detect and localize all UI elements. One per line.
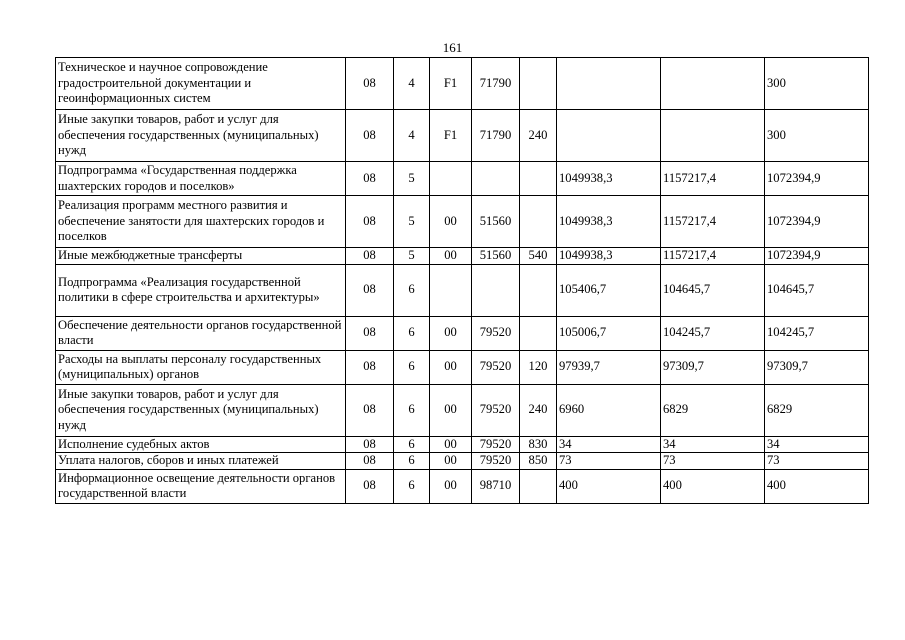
cell-program: 00 [430, 350, 472, 384]
cell-amount-year-3: 1072394,9 [765, 248, 869, 265]
table-row [56, 248, 869, 265]
cell-direction [472, 264, 520, 316]
cell-program [430, 162, 472, 196]
cell-name: Иные закупки товаров, работ и услуг для обеспечения государственных (муниципальных) нужд [56, 384, 346, 436]
table-row [56, 350, 869, 384]
cell-amount-year-2: 104245,7 [661, 316, 765, 350]
budget-table [55, 57, 869, 504]
cell-expense-type: 850 [520, 453, 557, 470]
cell-expense-type: 240 [520, 384, 557, 436]
cell-podrazdel: 6 [394, 436, 430, 453]
cell-amount-year-1 [557, 110, 661, 162]
cell-razdel: 08 [346, 162, 394, 196]
cell-podrazdel: 6 [394, 350, 430, 384]
cell-amount-year-2: 73 [661, 453, 765, 470]
cell-direction: 51560 [472, 196, 520, 248]
cell-program: F1 [430, 110, 472, 162]
cell-direction: 51560 [472, 248, 520, 265]
cell-expense-type [520, 316, 557, 350]
cell-amount-year-1: 1049938,3 [557, 248, 661, 265]
cell-expense-type: 830 [520, 436, 557, 453]
cell-expense-type: 540 [520, 248, 557, 265]
cell-name: Реализация программ местного развития и обеспечение занятости для шахтерских городов и поселков [56, 196, 346, 248]
table-row [56, 316, 869, 350]
cell-name: Исполнение судебных актов [56, 436, 346, 453]
cell-amount-year-3: 300 [765, 58, 869, 110]
cell-name: Уплата налогов, сборов и иных платежей [56, 453, 346, 470]
cell-podrazdel: 6 [394, 384, 430, 436]
cell-direction [472, 162, 520, 196]
cell-amount-year-3: 1072394,9 [765, 162, 869, 196]
table-row [56, 110, 869, 162]
table-row [56, 264, 869, 316]
cell-amount-year-1: 97939,7 [557, 350, 661, 384]
cell-amount-year-2: 1157217,4 [661, 162, 765, 196]
cell-podrazdel: 5 [394, 248, 430, 265]
cell-razdel: 08 [346, 264, 394, 316]
cell-amount-year-1: 1049938,3 [557, 162, 661, 196]
cell-razdel: 08 [346, 248, 394, 265]
cell-direction: 79520 [472, 384, 520, 436]
cell-razdel: 08 [346, 453, 394, 470]
cell-amount-year-2: 104645,7 [661, 264, 765, 316]
table-row [56, 453, 869, 470]
cell-razdel: 08 [346, 196, 394, 248]
cell-podrazdel: 4 [394, 110, 430, 162]
cell-amount-year-3: 300 [765, 110, 869, 162]
cell-amount-year-3: 104245,7 [765, 316, 869, 350]
cell-amount-year-2: 1157217,4 [661, 196, 765, 248]
cell-name: Иные закупки товаров, работ и услуг для обеспечения государственных (муниципальных) нужд [56, 110, 346, 162]
cell-razdel: 08 [346, 110, 394, 162]
cell-razdel: 08 [346, 316, 394, 350]
table-row [56, 196, 869, 248]
table-row [56, 58, 869, 110]
cell-amount-year-1: 34 [557, 436, 661, 453]
cell-amount-year-1: 400 [557, 469, 661, 503]
cell-expense-type [520, 162, 557, 196]
cell-program: 00 [430, 316, 472, 350]
cell-program: 00 [430, 384, 472, 436]
cell-name: Информационное освещение деятельности органов государственной власти [56, 469, 346, 503]
table-row [56, 436, 869, 453]
cell-podrazdel: 6 [394, 264, 430, 316]
cell-amount-year-3: 97309,7 [765, 350, 869, 384]
cell-name: Техническое и научное сопровождение градостроительной документации и геоинформационных систем [56, 58, 346, 110]
cell-name: Подпрограмма «Государственная поддержка шахтерских городов и поселков» [56, 162, 346, 196]
cell-program: 00 [430, 453, 472, 470]
cell-amount-year-2: 97309,7 [661, 350, 765, 384]
cell-amount-year-3: 6829 [765, 384, 869, 436]
cell-razdel: 08 [346, 350, 394, 384]
cell-amount-year-3: 73 [765, 453, 869, 470]
cell-direction: 71790 [472, 110, 520, 162]
cell-podrazdel: 6 [394, 453, 430, 470]
cell-amount-year-3: 34 [765, 436, 869, 453]
cell-program [430, 264, 472, 316]
cell-razdel: 08 [346, 436, 394, 453]
cell-expense-type: 240 [520, 110, 557, 162]
cell-expense-type [520, 264, 557, 316]
cell-amount-year-2 [661, 110, 765, 162]
cell-program: 00 [430, 196, 472, 248]
cell-amount-year-2: 400 [661, 469, 765, 503]
cell-amount-year-3: 400 [765, 469, 869, 503]
cell-direction: 79520 [472, 453, 520, 470]
cell-podrazdel: 4 [394, 58, 430, 110]
cell-amount-year-1: 73 [557, 453, 661, 470]
cell-direction: 71790 [472, 58, 520, 110]
cell-amount-year-1: 105406,7 [557, 264, 661, 316]
cell-podrazdel: 5 [394, 196, 430, 248]
cell-amount-year-3: 1072394,9 [765, 196, 869, 248]
cell-razdel: 08 [346, 384, 394, 436]
cell-expense-type [520, 469, 557, 503]
cell-name: Подпрограмма «Реализация государственной политики в сфере строительства и архитектуры» [56, 264, 346, 316]
cell-amount-year-2: 1157217,4 [661, 248, 765, 265]
cell-amount-year-1: 6960 [557, 384, 661, 436]
page-number: 161 [442, 40, 463, 55]
cell-expense-type [520, 58, 557, 110]
cell-program: 00 [430, 248, 472, 265]
cell-amount-year-3: 104645,7 [765, 264, 869, 316]
cell-name: Обеспечение деятельности органов государственной власти [56, 316, 346, 350]
cell-razdel: 08 [346, 58, 394, 110]
table-row [56, 384, 869, 436]
cell-program: 00 [430, 436, 472, 453]
cell-direction: 79520 [472, 436, 520, 453]
cell-amount-year-2: 6829 [661, 384, 765, 436]
cell-expense-type [520, 196, 557, 248]
cell-name: Иные межбюджетные трансферты [56, 248, 346, 265]
cell-podrazdel: 5 [394, 162, 430, 196]
cell-amount-year-1: 1049938,3 [557, 196, 661, 248]
table-row [56, 469, 869, 503]
cell-amount-year-2: 34 [661, 436, 765, 453]
cell-amount-year-2 [661, 58, 765, 110]
table-body [56, 58, 869, 504]
cell-amount-year-1 [557, 58, 661, 110]
cell-razdel: 08 [346, 469, 394, 503]
table-row [56, 162, 869, 196]
cell-podrazdel: 6 [394, 469, 430, 503]
cell-program: 00 [430, 469, 472, 503]
cell-podrazdel: 6 [394, 316, 430, 350]
cell-name: Расходы на выплаты персоналу государственных (муниципальных) органов [56, 350, 346, 384]
cell-direction: 98710 [472, 469, 520, 503]
cell-amount-year-1: 105006,7 [557, 316, 661, 350]
cell-program: F1 [430, 58, 472, 110]
cell-expense-type: 120 [520, 350, 557, 384]
cell-direction: 79520 [472, 316, 520, 350]
cell-direction: 79520 [472, 350, 520, 384]
